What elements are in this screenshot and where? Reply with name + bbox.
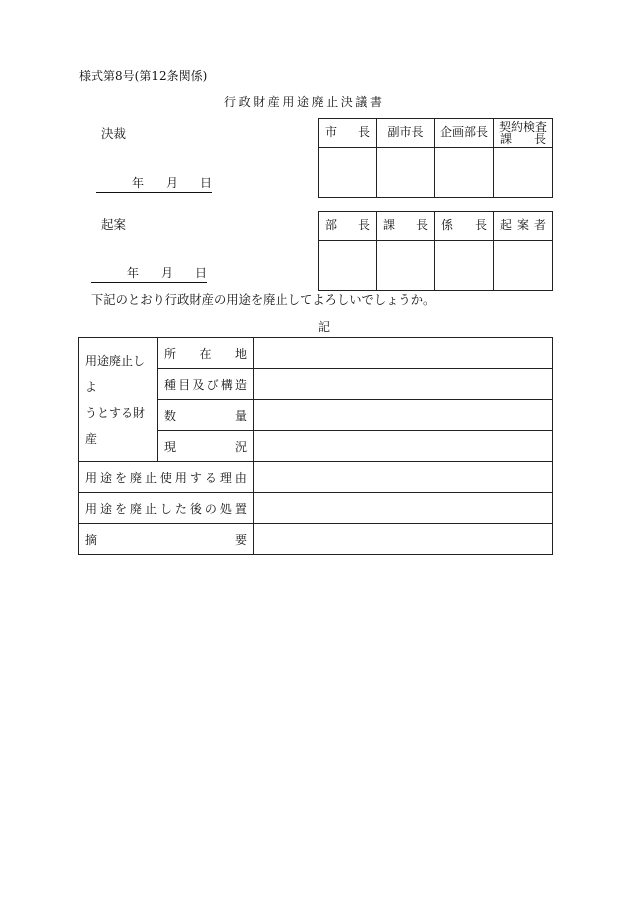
document-title: 行政財産用途廃止決議書	[224, 95, 385, 109]
approver-section-chief: 課 長	[377, 212, 435, 241]
value-type-structure[interactable]	[254, 369, 553, 400]
draft-approval-table	[318, 211, 553, 291]
row-label-reason: 用 途 を 廃 止 使 用 す る 理 由	[79, 462, 254, 493]
request-text: 下記のとおり行政財産の用途を廃止してよろしいでしょうか。	[91, 293, 436, 307]
seal-box-section-chief	[377, 241, 435, 291]
ki-heading: 記	[318, 320, 331, 334]
seal-box-deputy-mayor	[377, 148, 435, 198]
approver-contract-inspection-chief: 契約検査 課 長	[494, 119, 553, 148]
property-table	[78, 337, 553, 555]
draft-date-line	[91, 267, 207, 283]
decision-date-year: 年	[132, 176, 145, 190]
decision-approval-table	[318, 118, 553, 198]
seal-box-subsection-chief	[435, 241, 494, 291]
value-location[interactable]	[254, 338, 553, 369]
draft-date-month: 月	[161, 266, 174, 280]
approver-subsection-chief: 係 長	[435, 212, 494, 241]
seal-box-mayor	[319, 148, 377, 198]
seal-box-contract-inspection-chief	[494, 148, 553, 198]
approver-mayor: 市 長	[319, 119, 377, 148]
form-number: 様式第8号(第12条関係)	[79, 69, 208, 83]
decision-date-line	[96, 177, 212, 193]
seal-box-drafter	[494, 241, 553, 291]
row-label-condition: 現 況	[158, 431, 254, 462]
decision-date-month: 月	[166, 176, 179, 190]
value-quantity[interactable]	[254, 400, 553, 431]
row-label-location: 所 在 地	[158, 338, 254, 369]
seal-box-planning-director	[435, 148, 494, 198]
value-condition[interactable]	[254, 431, 553, 462]
decision-date-day: 日	[200, 176, 213, 190]
approver-director: 部 長	[319, 212, 377, 241]
approver-deputy-mayor: 副市長	[377, 119, 435, 148]
draft-label: 起案	[101, 217, 127, 232]
draft-date-day: 日	[195, 266, 208, 280]
decision-label: 決裁	[101, 126, 127, 141]
property-group-label: 用途廃止しよ うとする財産	[79, 338, 158, 462]
value-reason[interactable]	[254, 462, 553, 493]
approver-drafter: 起 案 者	[494, 212, 553, 241]
row-label-quantity: 数 量	[158, 400, 254, 431]
value-disposition[interactable]	[254, 493, 553, 524]
draft-date-year: 年	[127, 266, 140, 280]
value-summary[interactable]	[254, 524, 553, 555]
row-label-type-structure: 種 目 及 び 構 造	[158, 369, 254, 400]
row-label-summary: 摘 要	[79, 524, 254, 555]
approver-planning-director: 企画部長	[435, 119, 494, 148]
seal-box-director	[319, 241, 377, 291]
row-label-disposition: 用 途 を 廃 止 し た 後 の 処 置	[79, 493, 254, 524]
